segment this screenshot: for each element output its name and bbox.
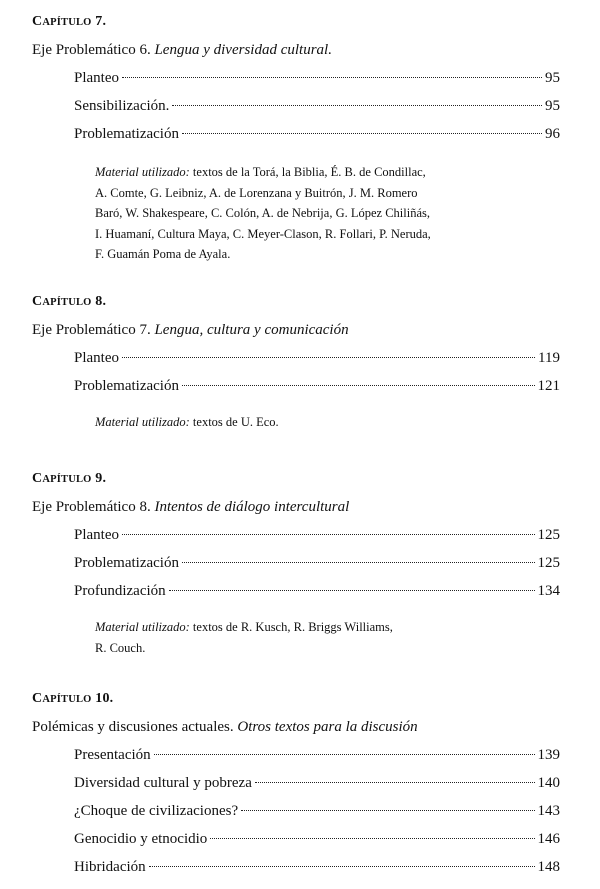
entry-page-number: 95 <box>545 70 560 86</box>
material-note <box>95 162 515 265</box>
dot-leader <box>255 782 535 783</box>
dot-leader <box>122 357 535 358</box>
toc-entry-genocidio[interactable] <box>74 831 560 851</box>
entry-label: Problematización <box>74 555 179 571</box>
entry-page-number: 143 <box>537 803 560 819</box>
material-line: F. Guamán Poma de Ayala. <box>95 247 231 261</box>
entry-label: Hibridación <box>74 859 146 875</box>
entry-label: ¿Choque de civilizaciones? <box>74 803 239 819</box>
dot-leader <box>241 810 534 811</box>
heading-title: Lengua y diversidad cultural. <box>154 42 332 58</box>
entry-page-number: 148 <box>537 859 560 875</box>
entry-label: Planteo <box>74 70 119 86</box>
material-label: Material utilizado: <box>95 415 190 429</box>
dot-leader <box>182 562 535 563</box>
dot-leader <box>172 105 542 106</box>
toc-entry-planteo[interactable] <box>74 70 560 90</box>
entry-page-number: 139 <box>537 747 560 763</box>
chapter-number: 7. <box>95 14 107 29</box>
chapter-label-initial: C <box>32 14 43 29</box>
dot-leader <box>122 77 542 78</box>
material-text: textos de R. Kusch, R. Briggs Williams, <box>192 620 393 634</box>
material-label: Material utilizado: <box>95 165 190 179</box>
chapter-label-rest: APÍTULO <box>42 474 92 485</box>
entry-page-number: 119 <box>538 350 560 366</box>
material-line <box>95 162 515 183</box>
chapter-label <box>32 471 106 487</box>
chapter-label <box>32 294 106 310</box>
material-line: A. Comte, G. Leibniz, A. de Lorenzana y Buitrón, J. M. Romero <box>95 185 418 200</box>
material-note <box>95 617 515 658</box>
toc-entry-problematizacion[interactable] <box>74 378 560 398</box>
toc-entry-profundizacion[interactable] <box>74 583 560 603</box>
entry-page-number: 95 <box>545 98 560 114</box>
material-text: textos de la Torá, la Biblia, É. B. de Condillac, <box>192 165 426 179</box>
dot-leader <box>149 866 535 867</box>
chapter-heading <box>32 322 349 339</box>
entry-page-number: 140 <box>537 775 560 791</box>
chapter-number: 8. <box>95 294 107 309</box>
heading-prefix: Eje Problemático 8. <box>32 499 151 515</box>
material-line <box>95 412 515 433</box>
toc-entry-problematizacion[interactable] <box>74 126 560 146</box>
chapter-number: 9. <box>95 471 107 486</box>
entry-page-number: 125 <box>537 555 560 571</box>
heading-prefix: Eje Problemático 7. <box>32 322 151 338</box>
entry-label: Problematización <box>74 126 179 142</box>
entry-page-number: 125 <box>537 527 560 543</box>
chapter-label <box>32 691 113 707</box>
chapter-label-initial: C <box>32 294 43 309</box>
dot-leader <box>122 534 535 535</box>
entry-label: Sensibilización. <box>74 98 170 114</box>
dot-leader <box>169 590 535 591</box>
entry-page-number: 134 <box>537 583 560 599</box>
chapter-label-initial: C <box>32 691 43 706</box>
entry-page-number: 146 <box>537 831 560 847</box>
entry-page-number: 121 <box>537 378 560 394</box>
toc-entry-diversidad-cultural[interactable] <box>74 775 560 795</box>
entry-label: Diversidad cultural y pobreza <box>74 775 252 791</box>
heading-prefix: Polémicas y discusiones actuales. <box>32 719 234 735</box>
chapter-label-rest: APÍTULO <box>42 17 92 28</box>
dot-leader <box>154 754 535 755</box>
entry-page-number: 96 <box>545 126 560 142</box>
material-line: R. Couch. <box>95 640 146 655</box>
material-note <box>95 412 515 433</box>
heading-prefix: Eje Problemático 6. <box>32 42 151 58</box>
heading-title: Otros textos para la discusión <box>237 719 418 735</box>
toc-entry-hibridacion[interactable] <box>74 859 560 879</box>
toc-entry-presentacion[interactable] <box>74 747 560 767</box>
chapter-label-rest: APÍTULO <box>42 694 92 705</box>
heading-title: Intentos de diálogo intercultural <box>154 499 350 515</box>
dot-leader <box>210 838 534 839</box>
chapter-label <box>32 14 106 30</box>
entry-label: Problematización <box>74 378 179 394</box>
chapter-heading <box>32 719 418 736</box>
entry-label: Presentación <box>74 747 151 763</box>
toc-entry-planteo[interactable] <box>74 527 560 547</box>
chapter-label-initial: C <box>32 471 43 486</box>
material-line: Baró, W. Shakespeare, C. Colón, A. de Nebrija, G. López Chiliñás, <box>95 206 431 220</box>
entry-label: Planteo <box>74 527 119 543</box>
material-text: textos de U. Eco. <box>192 415 279 429</box>
chapter-number: 10. <box>95 691 114 706</box>
toc-entry-planteo[interactable] <box>74 350 560 370</box>
material-line <box>95 617 515 638</box>
chapter-label-rest: APÍTULO <box>42 297 92 308</box>
chapter-heading <box>32 499 349 516</box>
entry-label: Profundización <box>74 583 166 599</box>
toc-entry-sensibilizacion[interactable] <box>74 98 560 118</box>
material-line: I. Huamaní, Cultura Maya, C. Meyer-Clason, R. Follari, P. Neruda, <box>95 226 431 241</box>
dot-leader <box>182 385 535 386</box>
toc-entry-choque-civilizaciones[interactable] <box>74 803 560 823</box>
toc-entry-problematizacion[interactable] <box>74 555 560 575</box>
entry-label: Planteo <box>74 350 119 366</box>
material-label: Material utilizado: <box>95 620 190 634</box>
chapter-heading <box>32 42 332 59</box>
entry-label: Genocidio y etnocidio <box>74 831 208 847</box>
dot-leader <box>182 133 542 134</box>
heading-title: Lengua, cultura y comunicación <box>154 322 349 338</box>
